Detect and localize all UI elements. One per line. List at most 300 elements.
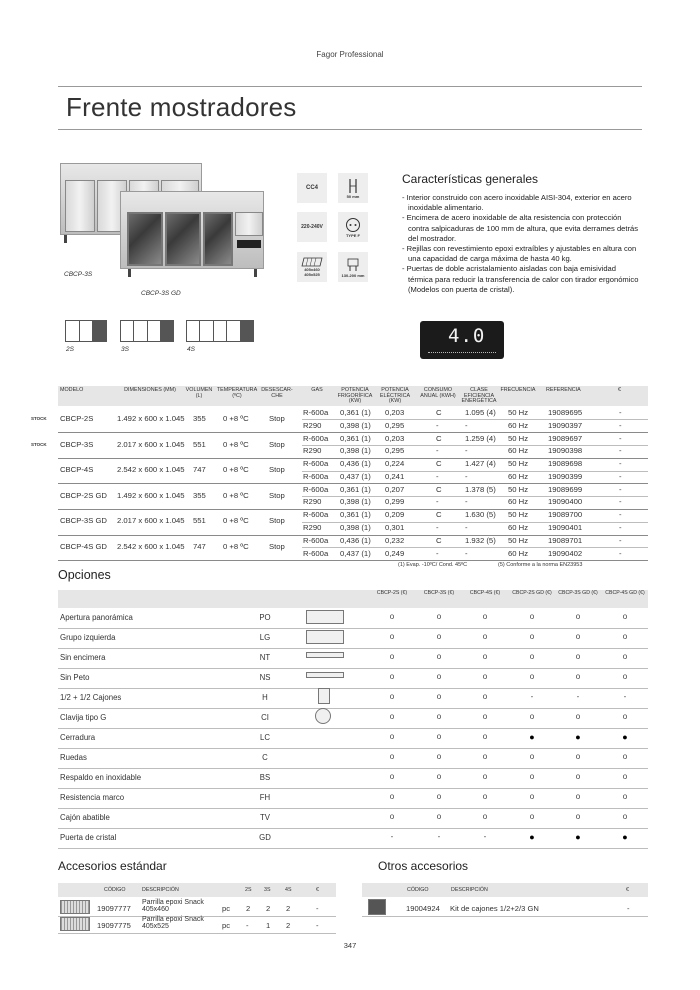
reference-value: 19090401 (548, 523, 583, 532)
availability-mark: o (622, 652, 628, 661)
th-gas: GAS (311, 387, 323, 393)
availability-mark: o (622, 812, 628, 821)
energy-value: 1.427 (4) (465, 459, 496, 469)
gas-value: R-600a (303, 536, 329, 545)
th-2s: 2S (245, 887, 252, 893)
energy-value: - (465, 548, 468, 558)
options-column-header: CBCP-3S (€) (423, 590, 455, 596)
option-name: Sin encimera (60, 653, 106, 662)
config-diagram-3s (120, 320, 174, 342)
price-value: - (619, 510, 622, 520)
options-column-header: CBCP-3S GD (€) (558, 590, 598, 596)
availability-mark: o (389, 792, 395, 801)
options-column-header: CBCP-4S (€) (469, 590, 501, 596)
gas-value: R290 (303, 446, 322, 456)
electric-power-value: 0,295 (385, 420, 405, 430)
availability-mark: ● (575, 832, 581, 842)
availability-mark: ● (622, 832, 628, 842)
feature-item: - Puertas de doble acristalamiento aisladas con baja emisividad térmica para reducir la transferencia de calor con tirador ergonómico (Modelos con puerta de cristal). (402, 264, 639, 294)
availability-mark: o (436, 712, 442, 721)
cooling-power-value: 0,361 (1) (340, 510, 371, 520)
availability-mark: ● (529, 832, 535, 842)
page-number: 347 (343, 941, 357, 950)
frequency-value: 50 Hz (508, 510, 529, 520)
availability-mark: o (389, 672, 395, 681)
cooling-power-value: 0,361 (1) (340, 433, 371, 443)
model-defrost: Stop (269, 542, 285, 551)
config-diagram-4s (186, 320, 254, 342)
availability-mark: o (436, 672, 442, 681)
electric-power-value: 0,301 (385, 523, 405, 532)
availability-mark: o (482, 732, 488, 741)
th-dimensiones: DIMENSIONES (MM) (124, 387, 176, 393)
availability-mark: o (482, 772, 488, 781)
availability-mark: o (482, 652, 488, 661)
th-potencia-frigorifica: POTENCIA FRIGORÍFICA (KW) (337, 387, 373, 405)
plug-icon: TYPE F (338, 212, 368, 242)
product-image-cbcp-3s-gd (120, 191, 264, 277)
electric-power-value: 0,299 (385, 497, 405, 507)
energy-value: - (465, 497, 468, 507)
price-value: - (619, 548, 622, 558)
accessory-description-size: 405x460 (142, 906, 169, 913)
availability-mark: o (482, 672, 488, 681)
availability-mark: o (482, 612, 488, 621)
th-consumo: CONSUMO ANUAL (KWH) (420, 387, 456, 399)
model-dimensions: 2.542 x 600 x 1.045 (117, 465, 185, 475)
frequency-value: 50 Hz (508, 433, 529, 443)
refrigerant-icon: CC4 (297, 173, 327, 203)
accessory-qty-3s: 1 (266, 921, 271, 930)
energy-value: - (465, 446, 468, 456)
availability-mark: o (436, 772, 442, 781)
cooling-power-value: 0,436 (1) (340, 536, 371, 545)
reference-value: 19089701 (548, 536, 583, 545)
frequency-value: 50 Hz (508, 536, 529, 545)
availability-mark: o (482, 692, 488, 701)
reference-value: 19089700 (548, 510, 583, 520)
frequency-value: 60 Hz (508, 471, 529, 481)
row-divider (58, 688, 648, 689)
energy-value: 1.378 (5) (465, 484, 496, 494)
option-code: GD (259, 833, 271, 842)
availability-mark: o (389, 652, 395, 661)
gas-value: R290 (303, 420, 322, 430)
availability-mark: o (529, 772, 535, 781)
availability-mark: o (436, 612, 442, 621)
availability-mark: o (575, 752, 581, 761)
th-temperatura: TEMPERATURA (ºC) (216, 387, 258, 399)
electric-power-value: 0,207 (385, 484, 405, 494)
availability-mark: o (622, 712, 628, 721)
model-temperature: 0 +8 ºC (223, 465, 249, 475)
availability-mark: o (389, 632, 395, 641)
model-name: CBCP-3S (60, 439, 94, 449)
availability-mark: o (436, 752, 442, 761)
frequency-value: 50 Hz (508, 484, 529, 494)
drawer-kit-icon (368, 899, 386, 915)
consumption-class-value: - (436, 420, 439, 430)
model-defrost: Stop (269, 516, 285, 526)
option-name: Clavija tipo G (60, 713, 107, 722)
config-label-2s: 2S (66, 346, 74, 353)
stock-badge: STOCK (31, 441, 47, 447)
energy-value: 1.630 (5) (465, 510, 496, 520)
availability-mark: o (436, 632, 442, 641)
consumption-class-value: C (436, 484, 442, 494)
drawers-icon (318, 688, 330, 704)
consumption-class-value: C (436, 433, 442, 443)
option-name: Cajón abatible (60, 813, 110, 822)
energy-value: - (465, 523, 468, 532)
availability-mark: o (622, 752, 628, 761)
frequency-value: 60 Hz (508, 548, 529, 558)
model-temperature: 0 +8 ºC (223, 414, 249, 423)
accessory-code: 19097775 (97, 921, 131, 930)
availability-mark: o (389, 692, 395, 701)
availability-mark: - (437, 832, 441, 841)
frequency-value: 50 Hz (508, 459, 529, 469)
config-label-4s: 4S (187, 346, 195, 353)
availability-mark: o (622, 632, 628, 641)
footnote-5: (5) Conforme a la norma EN23953 (498, 562, 583, 568)
caption-cbcp-3s-gd: CBCP-3S GD (141, 290, 181, 297)
row-divider (58, 828, 648, 829)
availability-mark: o (529, 652, 535, 661)
model-name: CBCP-4S GD (60, 542, 107, 551)
voltage-icon: 220-240V (297, 212, 327, 242)
cooling-power-value: 0,398 (1) (340, 446, 371, 456)
panoramic-opening-icon (306, 610, 344, 624)
cooling-power-value: 0,437 (1) (340, 471, 371, 481)
option-name: 1/2 + 1/2 Cajones (60, 693, 122, 702)
reference-value: 19089695 (548, 408, 583, 417)
cooling-power-value: 0,361 (1) (340, 408, 371, 417)
consumption-class-value: - (436, 471, 439, 481)
config-diagram-2s (65, 320, 107, 342)
availability-mark: o (389, 712, 395, 721)
model-temperature: 0 +8 ºC (223, 516, 249, 526)
reference-value: 19090397 (548, 420, 583, 430)
consumption-class-value: C (436, 408, 442, 417)
divider (58, 86, 642, 87)
model-defrost: Stop (269, 465, 285, 475)
availability-mark: - (390, 832, 394, 841)
accessory-qty-4s: 2 (286, 904, 291, 913)
accessory-code: 19097777 (97, 904, 131, 913)
availability-mark: o (575, 652, 581, 661)
availability-mark: ● (529, 732, 535, 742)
model-temperature: 0 +8 ºC (223, 542, 249, 551)
row-divider (58, 708, 648, 709)
model-dimensions: 2.017 x 600 x 1.045 (117, 439, 185, 449)
electric-power-value: 0,295 (385, 446, 405, 456)
accessory-qty-4s: 2 (286, 921, 291, 930)
price-value: - (619, 497, 622, 507)
electric-power-value: 0,249 (385, 548, 405, 558)
availability-mark: - (483, 832, 487, 841)
th-4s: 4S (285, 887, 292, 893)
row-divider (58, 728, 648, 729)
no-splashback-icon (306, 672, 344, 678)
price-value: - (619, 433, 622, 443)
option-code: C (262, 753, 268, 762)
option-code: CI (261, 713, 269, 722)
model-dimensions: 2.017 x 600 x 1.045 (117, 516, 185, 526)
reference-value: 19090400 (548, 497, 583, 507)
availability-mark: o (482, 712, 488, 721)
availability-mark: o (389, 772, 395, 781)
model-volume: 747 (193, 465, 206, 475)
stock-badge: STOCK (31, 416, 47, 421)
availability-mark: o (482, 792, 488, 801)
energy-value: 1.095 (4) (465, 408, 496, 417)
model-volume: 355 (193, 414, 206, 423)
consumption-class-value: C (436, 510, 442, 520)
th-desescarche: DESESCAR- CHE (261, 387, 293, 399)
row-divider (58, 933, 336, 934)
availability-mark: ● (575, 732, 581, 742)
feature-item: - Rejillas con revestimiento epoxi extraíbles y ajustables en altura con una capacidad de carga máxima de hasta 40 kg. (402, 244, 637, 264)
gas-value: R-600a (303, 459, 329, 469)
accessory-price: - (316, 921, 319, 930)
option-code: NS (259, 673, 271, 682)
options-column-header: CBCP-2S (€) (376, 590, 408, 596)
availability-mark: - (576, 692, 580, 701)
gas-value: R-600a (303, 548, 329, 558)
row-divider (58, 808, 648, 809)
leg-height-icon: 130-200 mm (338, 252, 368, 282)
th-modelo: MODELO (60, 387, 84, 393)
row-divider (58, 648, 648, 649)
availability-mark: o (529, 672, 535, 681)
option-code: LG (259, 633, 271, 642)
grill-icon (60, 917, 90, 931)
model-volume: 551 (193, 516, 206, 526)
accessory-qty-2s: - (246, 921, 249, 930)
availability-mark: o (575, 672, 581, 681)
accessory-qty-2s: 2 (246, 904, 251, 913)
footnote-1: (1) Evap. -10ºC/ Cond. 45ºC (398, 562, 468, 568)
availability-mark: - (623, 692, 627, 701)
option-name: Resistencia marco (60, 793, 125, 802)
accessory-unit: pc (222, 904, 231, 913)
reference-value: 19090402 (548, 548, 583, 558)
row-divider (58, 768, 648, 769)
option-name: Puerta de cristal (60, 833, 117, 842)
model-temperature: 0 +8 ºC (223, 490, 249, 500)
no-worktop-icon (306, 652, 344, 658)
price-value: - (619, 459, 622, 469)
option-name: Sin Peto (60, 673, 90, 682)
availability-mark: o (575, 792, 581, 801)
grill-icon (60, 900, 90, 914)
energy-value: 1.932 (5) (465, 536, 496, 545)
left-group-icon (306, 630, 344, 644)
availability-mark: o (575, 712, 581, 721)
model-volume: 355 (193, 490, 206, 500)
reference-value: 19089698 (548, 459, 583, 469)
accessory-description: Kit de cajones 1/2+2/3 GN (450, 904, 539, 913)
digital-display (420, 321, 504, 359)
frequency-value: 60 Hz (508, 497, 529, 507)
cooling-power-value: 0,398 (1) (340, 523, 371, 532)
cooling-power-value: 0,398 (1) (340, 420, 371, 430)
price-value: - (619, 471, 622, 481)
availability-mark: o (436, 652, 442, 661)
availability-mark: ● (622, 732, 628, 742)
energy-value: 1.259 (4) (465, 433, 496, 443)
availability-mark: o (389, 752, 395, 761)
options-title: Opciones (58, 568, 111, 582)
th-codigo: CÓDIGO (104, 887, 126, 893)
price-value: - (619, 523, 622, 532)
caption-cbcp-3s: CBCP-3S (64, 271, 93, 278)
features-list (402, 193, 642, 295)
brand-header: Fagor Professional (316, 50, 384, 59)
row-divider (58, 748, 648, 749)
insulation-icon: 50 mm (338, 173, 368, 203)
energy-value: - (465, 471, 468, 481)
option-name: Apertura panorámica (60, 613, 133, 622)
accessory-price: - (316, 904, 319, 913)
gas-value: R-600a (303, 408, 329, 417)
availability-mark: o (529, 792, 535, 801)
model-dimensions: 1.492 x 600 x 1.045 (117, 414, 185, 423)
option-code: TV (260, 813, 270, 822)
model-dimensions: 1.492 x 600 x 1.045 (117, 490, 185, 500)
availability-mark: o (482, 752, 488, 761)
availability-mark: - (530, 692, 534, 701)
availability-mark: o (529, 612, 535, 621)
model-dimensions: 2.542 x 600 x 1.045 (117, 542, 185, 551)
option-code: BS (259, 773, 271, 782)
availability-mark: o (622, 792, 628, 801)
gas-value: R-600a (303, 433, 329, 443)
electric-power-value: 0,203 (385, 408, 405, 417)
reference-value: 19089697 (548, 433, 583, 443)
model-temperature: 0 +8 ºC (223, 439, 249, 449)
cooling-power-value: 0,361 (1) (340, 484, 371, 494)
model-name: CBCP-4S (60, 465, 94, 475)
th-clase: CLASE EFICIENCIA ENERGÉTICA (461, 387, 497, 405)
th-descripcion: DESCRIPCIÓN (451, 887, 488, 893)
electric-power-value: 0,209 (385, 510, 405, 520)
row-divider (362, 916, 648, 917)
availability-mark: o (529, 752, 535, 761)
accessory-description: Parrilla epoxi Snack (142, 916, 204, 923)
model-name: CBCP-2S (60, 414, 94, 423)
cooling-power-value: 0,436 (1) (340, 459, 371, 469)
gas-value: R290 (303, 523, 322, 532)
energy-value: - (465, 420, 468, 430)
th-precio: € (618, 387, 621, 393)
gas-value: R290 (303, 497, 322, 507)
row-divider (58, 628, 648, 629)
consumption-class-value: C (436, 536, 442, 545)
gas-value: R-600a (303, 510, 329, 520)
reference-value: 19089699 (548, 484, 583, 494)
divider (58, 129, 642, 130)
accesorios-estandar-title: Accesorios estándar (58, 859, 167, 873)
consumption-class-value: - (436, 497, 439, 507)
availability-mark: o (436, 732, 442, 741)
availability-mark: o (482, 812, 488, 821)
option-code: LC (260, 733, 270, 742)
feature-item: - Interior construido con acero inoxidable AISI-304, exterior en acero inoxidable alimentario. (402, 193, 632, 213)
availability-mark: o (575, 632, 581, 641)
display-value: 4.0 (448, 325, 486, 347)
availability-mark: o (575, 612, 581, 621)
consumption-class-value: C (436, 459, 442, 469)
cooling-power-value: 0,398 (1) (340, 497, 371, 507)
availability-mark: o (622, 612, 628, 621)
availability-mark: o (529, 812, 535, 821)
availability-mark: o (389, 612, 395, 621)
availability-mark: o (482, 632, 488, 641)
th-referencia: REFERENCIA (546, 387, 581, 393)
features-title: Características generales (402, 172, 539, 186)
electric-power-value: 0,232 (385, 536, 405, 545)
frequency-value: 50 Hz (508, 408, 529, 417)
accessory-code: 19004924 (406, 904, 440, 913)
otros-accesorios-header (362, 883, 648, 897)
price-value: - (619, 408, 622, 417)
th-potencia-electrica: POTENCIA ELÉCTRICA (KW) (379, 387, 411, 405)
th-volumen: VOLUMEN (L) (185, 387, 213, 399)
page-title: Frente mostradores (66, 92, 297, 122)
price-value: - (619, 420, 622, 430)
otros-accesorios-title: Otros accesorios (378, 859, 469, 873)
frequency-value: 60 Hz (508, 523, 529, 532)
accessory-description: Parrilla epoxi Snack (142, 899, 204, 906)
availability-mark: o (529, 712, 535, 721)
model-volume: 551 (193, 439, 206, 449)
model-name: CBCP-3S GD (60, 516, 107, 526)
model-defrost: Stop (269, 490, 285, 500)
accessory-price: - (627, 904, 630, 913)
consumption-class-value: - (436, 548, 439, 558)
th-descripcion: DESCRIPCIÓN (142, 887, 179, 893)
plug-g-icon (315, 708, 331, 724)
option-name: Ruedas (60, 753, 87, 762)
option-name: Grupo izquierda (60, 633, 116, 642)
th-3s: 3S (264, 887, 271, 893)
availability-mark: o (436, 812, 442, 821)
reference-value: 19090398 (548, 446, 583, 456)
electric-power-value: 0,224 (385, 459, 405, 469)
availability-mark: o (389, 812, 395, 821)
accessory-unit: pc (222, 921, 231, 930)
accesorios-estandar-header (58, 883, 336, 897)
option-name: Respaldo en inoxidable (60, 773, 142, 782)
availability-mark: o (575, 812, 581, 821)
th-eur: € (316, 887, 319, 893)
price-value: - (619, 536, 622, 545)
frequency-value: 60 Hz (508, 420, 529, 430)
consumption-class-value: - (436, 446, 439, 456)
th-eur: € (626, 887, 629, 893)
availability-mark: o (436, 692, 442, 701)
grill-icon: 405x460 405x525 (297, 252, 327, 282)
availability-mark: o (436, 792, 442, 801)
model-volume: 747 (193, 542, 206, 551)
model-name: CBCP-2S GD (60, 490, 107, 500)
availability-mark: o (622, 672, 628, 681)
row-divider (58, 788, 648, 789)
accessory-qty-3s: 2 (266, 904, 271, 913)
feature-item: - Encimera de acero inoxidable de alta resistencia con protección contra salpicaduras de 100 mm de altura, que evita derrames detrás del mostrador. (402, 213, 639, 243)
